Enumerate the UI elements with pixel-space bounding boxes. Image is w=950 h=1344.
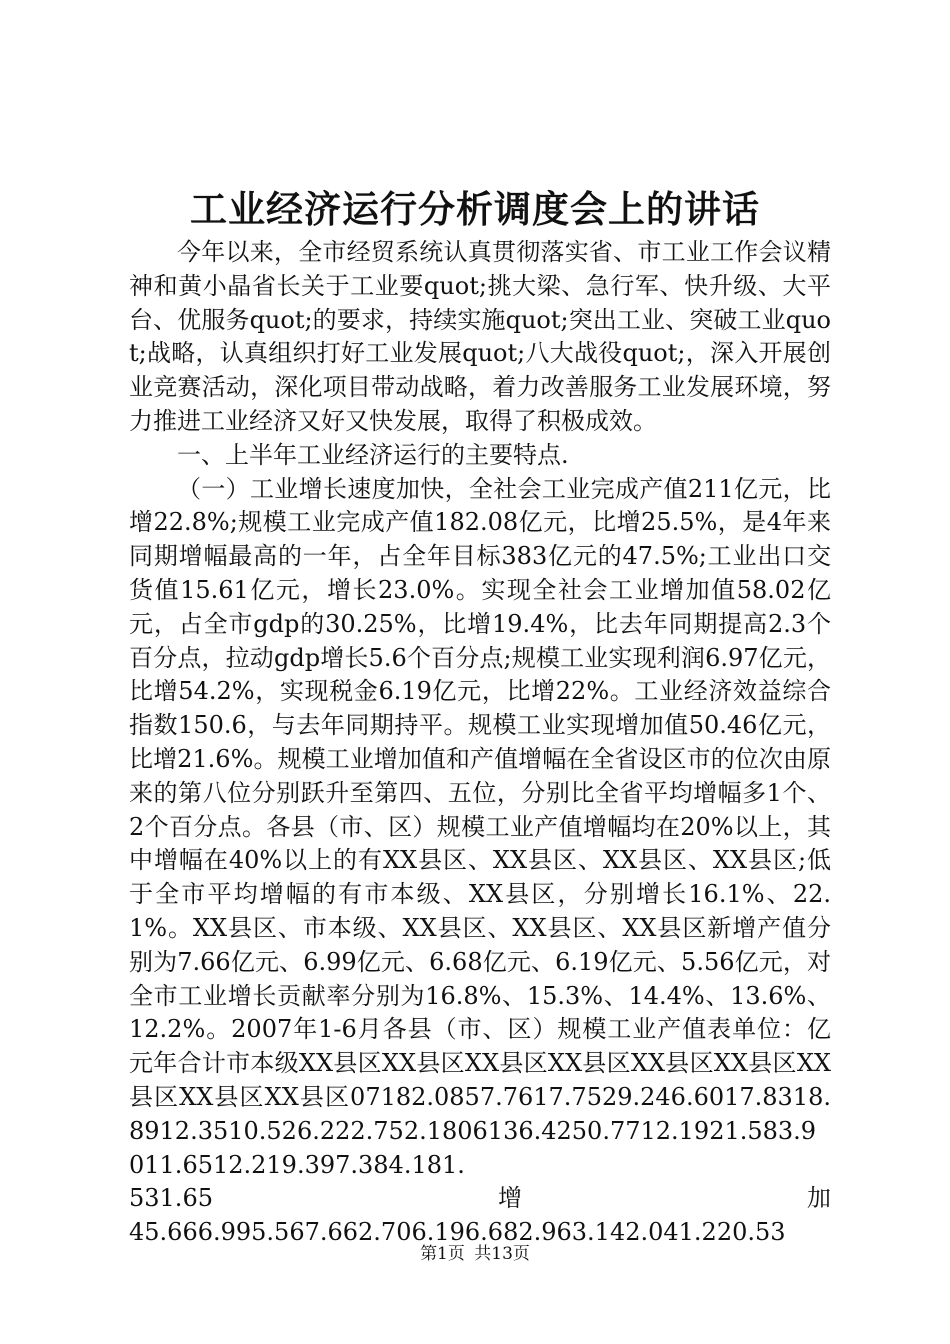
paragraph-last-line: 45.666.995.567.662.706.196.682.963.142.041.220.53 [129,1218,786,1247]
table-row-fragment [129,1182,831,1216]
paragraph-intro: 今年以来，全市经贸系统认真贯彻落实省、市工业工作会议精神和黄小晶省长关于工业要quot;挑大梁、急行军、快升级、大平台、优服务quot;的要求，持续实施quot;突出工业、突破工业quot;战略，认真组织打好工业发展quot;八大战役quot;，深入开展创业竞赛活动，深化项目带动战略，着力改善服务工业发展环境，努力推进工业经济又好又快发展，取得了积极成效。 [129,238,831,435]
document-title: 工业经济运行分析调度会上的讲话 [190,187,760,231]
page-footer: 第1页 共13页 [420,1244,530,1264]
document-body [129,236,831,1250]
table-cell-right: 加 [806,1184,831,1213]
paragraph-growth: （一）工业增长速度加快，全社会工业完成产值211亿元，比增22.8%;规模工业完成产值182.08亿元，比增25.5%，是4年来同期增幅最高的一年，占全年目标383亿元的47.5%;工业出口交货值15.61亿元，增长23.0%。实现全社会工业增加值58.02亿元，占全市gdp的30.25%，比增19.4%，比去年同期提高2.3个百分点，拉动gdp增长5.6个百分点;规模工业实现利润6.97亿元，比增54.2%，实现税金6.19亿元，比增22%。工业经济效益综合指数150.6，与去年同期持平。规模工业实现增加值50.46亿元，比增21.6%。规模工业增加值和产值增幅在全省设区市的位次由原来的第八位分别跃升至第四、五位，分别比全省平均增幅多1个、2个百分点。各县（市、区）规模工业产值增幅均在20%以上，其中增幅在40%以上的有XX县区、XX县区、XX县区、XX县区;低于全市平均增幅的有市本级、XX县区，分别增长16.1%、22.1%。XX县区、市本级、XX县区、XX县区、XX县区新增产值分别为7.66亿元、6.99亿元、6.68亿元、6.19亿元、5.56亿元，对全市工业增长贡献率分别为16.8%、15.3%、14.4%、13.6%、12.2%。2007年1-6月各县（市、区）规模工业产值表单位：亿元年合计市本级XX县区XX县区XX县区XX县区XX县区XX县区XX县区XX县区XX县区07182.0857.7617.7529.246.6017.8318.8912.3510.526.222.752.1806136.4250.7712.1921.583.9011.6512.219.397.384.181. [129,474,831,1179]
table-cell-left: 531.65 [129,1184,213,1213]
table-cell-middle: 增 [497,1184,522,1213]
section-heading: 一、上半年工业经济运行的主要特点. [177,440,569,469]
